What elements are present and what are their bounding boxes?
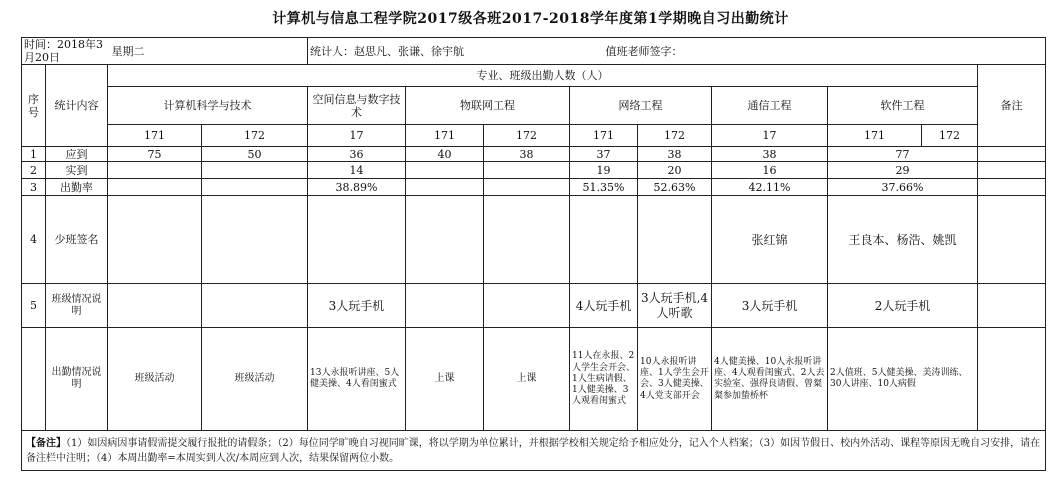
cell-value: 52.63%: [638, 179, 712, 196]
teacher-sign: 值班老师签字：: [605, 44, 683, 58]
cell-value: 29: [828, 162, 978, 179]
row-label: 应到: [46, 147, 108, 162]
major-spatial: 空间信息与数字技术: [308, 87, 406, 125]
signature-telecom: 张红锦: [712, 196, 828, 284]
teacher-sign-cell: [570, 38, 1046, 65]
row-label: 少班签名: [46, 196, 108, 284]
major-network: 网络工程: [570, 87, 712, 125]
time-cell: [22, 38, 108, 65]
remark-header: 备注: [978, 65, 1046, 147]
cell-value: 班级活动: [108, 328, 202, 431]
major-telecom: 通信工程: [712, 87, 828, 125]
weekday-cell: [108, 38, 308, 65]
cell-value: 13人永报听讲座、5人健美操、4人看闺蜜式: [308, 328, 406, 431]
class-iot-172: 172: [484, 125, 570, 147]
cell-empty: [108, 196, 202, 284]
info-row: [22, 38, 1046, 65]
stat-content-header: 统计内容: [46, 65, 108, 147]
remark-cell: [978, 328, 1046, 431]
row-no: 1: [22, 147, 46, 162]
time-label: 时间：2018年3月20日: [24, 38, 103, 65]
remark-cell: [978, 162, 1046, 179]
page-title: 计算机与信息工程学院2017级各班2017-2018学年度第1学期晚自习出勤统计: [272, 11, 789, 27]
cell-value: 40: [406, 147, 484, 162]
remark-cell: [978, 196, 1046, 284]
cell-empty: [308, 196, 406, 284]
cell-value: 42.11%: [712, 179, 828, 196]
cell-value: 77: [828, 147, 978, 162]
cell-value: 14: [308, 162, 406, 179]
major-iot: 物联网工程: [406, 87, 570, 125]
cell-value: 20: [638, 162, 712, 179]
cell-empty: [202, 284, 308, 328]
cell-value: 3人玩手机,4人听歌: [638, 284, 712, 328]
cell-value: 3人玩手机: [712, 284, 828, 328]
cell-empty: [202, 179, 308, 196]
cell-empty: [484, 179, 570, 196]
group-header: 专业、班级出勤人数（人）: [108, 65, 978, 87]
row-label: 班级情况说明: [46, 284, 108, 328]
cell-empty: [108, 162, 202, 179]
table-row: [22, 179, 1046, 196]
class-cs-171: 171: [108, 125, 202, 147]
signature-software: 王良本、杨浩、姚凯: [828, 196, 978, 284]
weekday: 星期二: [111, 44, 145, 58]
stat-people-cell: [308, 38, 570, 65]
cell-empty: [406, 162, 484, 179]
cell-empty: [108, 179, 202, 196]
cell-value: 16: [712, 162, 828, 179]
stat-people: 统计人：赵思凡、张谦、徐宇航: [310, 44, 464, 58]
class-cs-172: 172: [202, 125, 308, 147]
cell-empty: [484, 284, 570, 328]
row-label: 出勤率: [46, 179, 108, 196]
cell-value: 38: [638, 147, 712, 162]
notes-text: （1）如因病因事请假需提交履行报批的请假条；（2）每位同学旷晚自习视同旷课，将以学期为单位累计，并根据学校相关规定给予相应处分，记入个人档案；（3）如因节假日、校内外活动、课程等原因无晚自习安排，请在备注栏中注明；（4）本周出勤率=本周实到人次/本周应到人次，结果保留两位小数。: [26, 437, 1041, 464]
row-no: 2: [22, 162, 46, 179]
cell-value: 11人在永报、2人学生会开会、1人生病请假、1人健美操、3人观看闺蜜式: [570, 328, 638, 431]
table-row: [22, 147, 1046, 162]
cell-empty: [406, 196, 484, 284]
notes-row: [22, 431, 1046, 471]
remark-cell: [978, 179, 1046, 196]
cell-empty: [202, 196, 308, 284]
cell-value: 上课: [406, 328, 484, 431]
cell-empty: [108, 284, 202, 328]
table-row: [22, 328, 1046, 431]
cell-value: 37: [570, 147, 638, 162]
major-software: 软件工程: [828, 87, 978, 125]
row-label: 出勤情况说明: [46, 328, 108, 431]
table-row: [22, 284, 1046, 328]
cell-empty: [406, 179, 484, 196]
row-no: 3: [22, 179, 46, 196]
seq-header: 序号: [22, 65, 46, 147]
class-spatial-17: 17: [308, 125, 406, 147]
attendance-table: [21, 37, 1046, 471]
notes-label: 【备注】: [26, 437, 66, 449]
cell-value: 51.35%: [570, 179, 638, 196]
remark-cell: [978, 284, 1046, 328]
cell-value: 37.66%: [828, 179, 978, 196]
cell-value: 4人健美操、10人永报听讲座、4人观看闺蜜式、2人去实验室、强得良请假、曾粲粲参加蛰桥杯: [712, 328, 828, 431]
cell-value: 38: [712, 147, 828, 162]
table-row: [22, 196, 1046, 284]
row-no: 4: [22, 196, 46, 284]
cell-value: 38: [484, 147, 570, 162]
class-net-171: 171: [570, 125, 638, 147]
cell-value: 19: [570, 162, 638, 179]
table-row: [22, 162, 1046, 179]
notes-cell: [22, 431, 1046, 471]
row-no: [22, 328, 46, 431]
cell-value: 4人玩手机: [570, 284, 638, 328]
cell-value: 2人值班、5人健美操、美涛训练、30人讲座、10人病假: [828, 328, 978, 431]
cell-empty: [202, 162, 308, 179]
cell-value: 2人玩手机: [828, 284, 978, 328]
remark-cell: [978, 147, 1046, 162]
cell-value: 上课: [484, 328, 570, 431]
class-tel-17: 17: [712, 125, 828, 147]
cell-empty: [484, 162, 570, 179]
cell-empty: [484, 196, 570, 284]
cell-value: 10人永报听讲座、1人学生会开会、3人健美操、4人党支部开会: [638, 328, 712, 431]
row-no: 5: [22, 284, 46, 328]
cell-empty: [406, 284, 484, 328]
cell-value: 36: [308, 147, 406, 162]
row-label: 实到: [46, 162, 108, 179]
cell-value: 50: [202, 147, 308, 162]
cell-value: 3人玩手机: [308, 284, 406, 328]
class-iot-171: 171: [406, 125, 484, 147]
class-sw-172: 172: [922, 125, 978, 147]
class-sw-171: 171: [828, 125, 922, 147]
class-net-172: 172: [638, 125, 712, 147]
cell-empty: [638, 196, 712, 284]
major-cs: 计算机科学与技术: [108, 87, 308, 125]
cell-value: 38.89%: [308, 179, 406, 196]
cell-value: 75: [108, 147, 202, 162]
cell-empty: [570, 196, 638, 284]
cell-value: 班级活动: [202, 328, 308, 431]
